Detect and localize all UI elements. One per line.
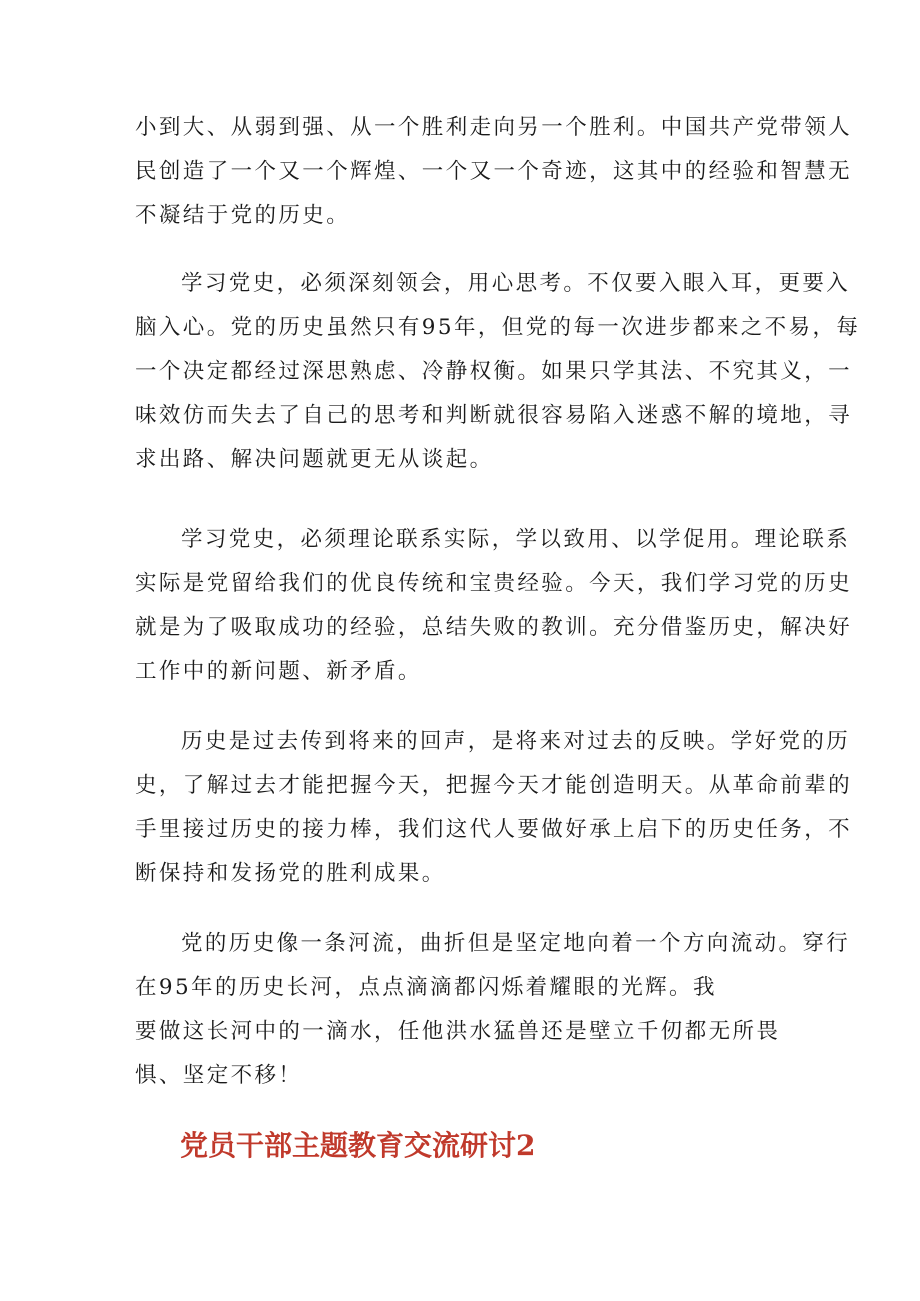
paragraph-1-line-3: 不凝结于党的历史。 bbox=[135, 203, 351, 228]
paragraph-2-line-2: 脑入心。党的历史虽然只有95年，但党的每一次进步都来之不易，每 bbox=[135, 315, 861, 340]
paragraph-5-line-2: 在95年的历史长河，点点滴滴都闪烁着耀眼的光辉。我 bbox=[135, 975, 717, 1000]
paragraph-3-line-1: 学习党史，必须理论联系实际，学以致用、以学促用。理论联系 bbox=[181, 527, 851, 552]
paragraph-2-line-5: 求出路、解决问题就更无从谈起。 bbox=[135, 447, 494, 472]
paragraph-2-line-4: 味效仿而失去了自己的思考和判断就很容易陷入迷惑不解的境地，寻 bbox=[135, 403, 853, 428]
paragraph-4-line-4: 断保持和发扬党的胜利成果。 bbox=[135, 861, 446, 886]
paragraph-4-line-2: 史，了解过去才能把握今天，把握今天才能创造明天。从革命前辈的 bbox=[135, 773, 853, 798]
paragraph-3 bbox=[135, 518, 853, 694]
paragraph-3-line-2: 实际是党留给我们的优良传统和宝贵经验。今天，我们学习党的历史 bbox=[135, 571, 853, 596]
paragraph-1-line-2: 民创造了一个又一个辉煌、一个又一个奇迹，这其中的经验和智慧无 bbox=[135, 159, 853, 184]
paragraph-2-line-3: 一个决定都经过深思熟虑、冷静权衡。如果只学其法、不究其义，一 bbox=[135, 359, 853, 384]
paragraph-3-line-4: 工作中的新问题、新矛盾。 bbox=[135, 659, 422, 684]
paragraph-1 bbox=[135, 106, 853, 238]
paragraph-2 bbox=[135, 262, 861, 482]
paragraph-4-line-3: 手里接过历史的接力棒，我们这代人要做好承上启下的历史任务，不 bbox=[135, 817, 853, 842]
paragraph-5-line-3: 要做这长河中的一滴水，任他洪水猛兽还是壁立千仞都无所畏 bbox=[135, 1019, 781, 1044]
paragraph-5 bbox=[135, 922, 851, 1098]
paragraph-3-line-3: 就是为了吸取成功的经验，总结失败的教训。充分借鉴历史，解决好 bbox=[135, 615, 853, 640]
section-heading: 党员干部主题教育交流研讨2 bbox=[180, 1129, 536, 1162]
paragraph-5-line-4: 惧、坚定不移！ bbox=[135, 1063, 303, 1088]
paragraph-2-line-1: 学习党史，必须深刻领会，用心思考。不仅要入眼入耳，更要入 bbox=[181, 271, 851, 296]
paragraph-5-line-1: 党的历史像一条河流，曲折但是坚定地向着一个方向流动。穿行 bbox=[181, 931, 851, 956]
paragraph-1-line-1: 小到大、从弱到强、从一个胜利走向另一个胜利。中国共产党带领人 bbox=[135, 115, 853, 140]
paragraph-4-line-1: 历史是过去传到将来的回声，是将来对过去的反映。学好党的历 bbox=[181, 729, 851, 754]
paragraph-4 bbox=[135, 720, 853, 896]
